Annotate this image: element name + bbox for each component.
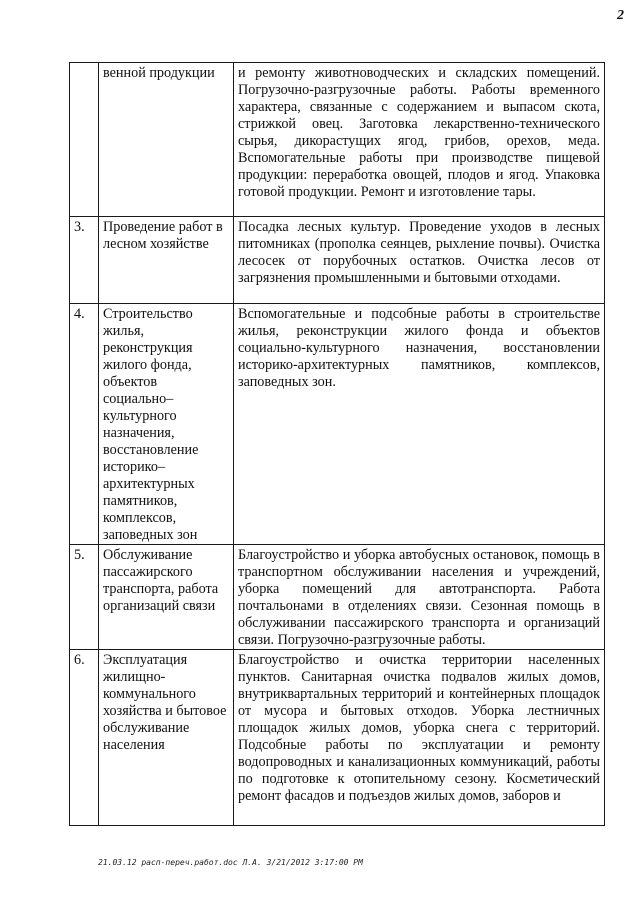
work-area-name: Эксплуатация жилищно-коммунального хозяйства и бытовое обслуживание населения bbox=[99, 650, 234, 826]
page-number: 2 bbox=[617, 8, 624, 23]
work-area-name: венной продукции bbox=[99, 63, 234, 217]
work-description: Благоустройство и уборка автобусных остановок, помощь в транспортном обслуживании населения и учреждений, уборка помещений для автотранспорта. Работа почтальонами в отделениях связи. Сезонная помощь в обслуживании пассажирского транспорта и организаций связи. Погрузочно-разгрузочные работы. bbox=[234, 545, 605, 650]
table-row bbox=[70, 304, 605, 545]
table-row bbox=[70, 650, 605, 826]
row-number: 3. bbox=[70, 217, 99, 304]
row-number: 5. bbox=[70, 545, 99, 650]
work-description: Посадка лесных культур. Проведение уходов в лесных питомниках (прополка сеянцев, рыхление почвы). Очистка лесосек от порубочных остатков. Очистка лесов от загрязнения промышленными и бытовыми отходами. bbox=[234, 217, 605, 304]
work-description: и ремонту животноводческих и складских помещений. Погрузочно-разгрузочные работы. Работы временного характера, связанные с содержанием и выпасом скота, стрижкой овец. Заготовка лекарственно-технического сырья, дикорастущих ягод, грибов, орехов, меда. Вспомогательные работы при производстве пищевой продукции: переработка овощей, плодов и ягод. Упаковка готовой продукции. Ремонт и изготовление тары. bbox=[234, 63, 605, 217]
row-number bbox=[70, 63, 99, 217]
row-number: 6. bbox=[70, 650, 99, 826]
works-table bbox=[69, 62, 605, 826]
table-row bbox=[70, 217, 605, 304]
work-area-name: Обслуживание пассажирского транспорта, работа организаций связи bbox=[99, 545, 234, 650]
table-row bbox=[70, 63, 605, 217]
document-footer: 21.03.12 расп-переч.работ.doc Л.А. 3/21/2012 3:17:00 PM bbox=[98, 858, 363, 867]
table-row bbox=[70, 545, 605, 650]
work-description: Вспомогательные и подсобные работы в строительстве жилья, реконструкции жилого фонда и объектов социально-культурного назначения, восстановлении историко-архитектурных памятников, комплексов, заповедных зон. bbox=[234, 304, 605, 545]
work-area-name: Проведение работ в лесном хозяйстве bbox=[99, 217, 234, 304]
row-number: 4. bbox=[70, 304, 99, 545]
work-description: Благоустройство и очистка территории населенных пунктов. Санитарная очистка подвалов жилых домов, внутриквартальных территорий и контейнерных площадок от мусора и бытовых отходов. Уборка лестничных площадок жилых домов, уборка снега с территорий. Подсобные работы по эксплуатации и ремонту водопроводных и канализационных коммуникаций, работы по подготовке к отопительному сезону. Косметический ремонт фасадов и подъездов жилых домов, заборов и bbox=[234, 650, 605, 826]
work-area-name: Строительство жилья, реконструкция жилого фонда, объектов социально–культурного назначения, восстановление историко–архитектурных памятников, комплексов, заповедных зон bbox=[99, 304, 234, 545]
